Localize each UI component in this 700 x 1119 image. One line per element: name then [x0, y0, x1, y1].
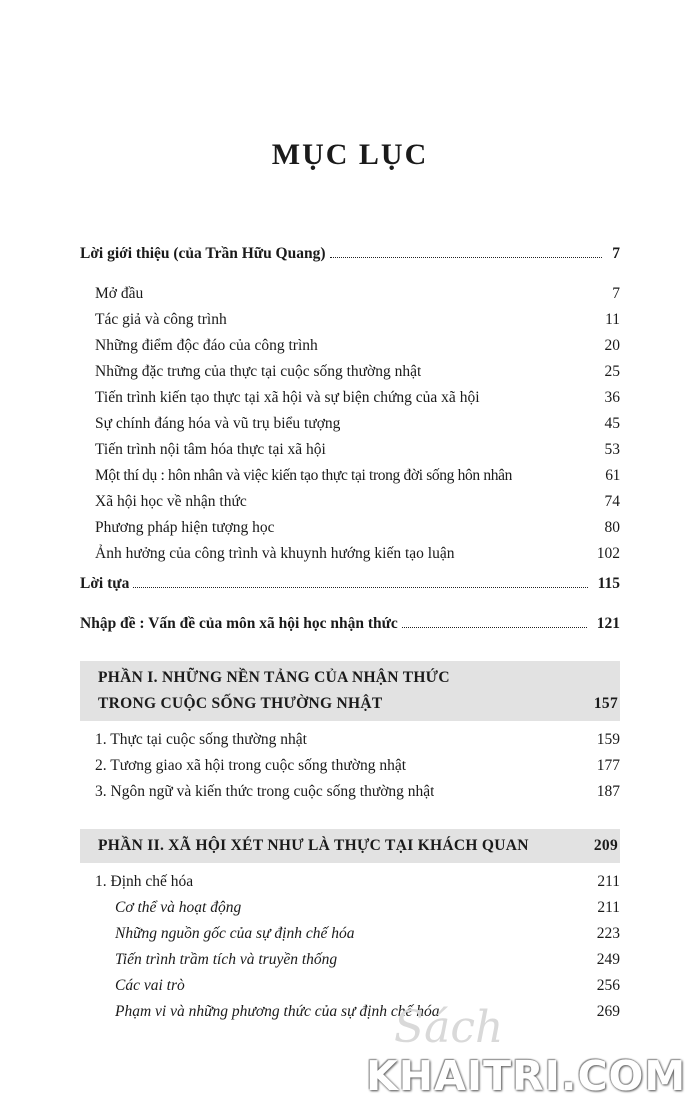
part-2-page: 209 [593, 837, 618, 854]
table-of-contents [80, 241, 620, 1025]
part-1-page: 157 [593, 695, 618, 712]
toc-entry-label: Tiến trình nội tâm hóa thực tại xã hội [95, 441, 326, 458]
toc-entry-page: 269 [596, 1003, 620, 1020]
toc-entry-page: 36 [604, 389, 620, 406]
toc-entry-label: 2. Tương giao xã hội trong cuộc sống thường nhật [95, 757, 407, 774]
toc-entry [80, 359, 620, 385]
part-1-heading [80, 661, 620, 721]
toc-entry-label: Cơ thể và hoạt động [115, 899, 242, 916]
toc-entry-page: 7 [612, 285, 620, 302]
toc-entry-page: 11 [605, 311, 620, 328]
toc-entry-page: 256 [596, 977, 620, 994]
toc-entry [80, 463, 620, 489]
page-title: MỤC LỤC [271, 138, 429, 171]
toc-entry-page: 211 [597, 899, 620, 916]
toc-entry-label: Phương pháp hiện tượng học [95, 519, 275, 536]
toc-entry [80, 437, 620, 463]
toc-entry-page: 177 [596, 757, 620, 774]
toc-entry-label: Lời giới thiệu (của Trần Hữu Quang) [80, 245, 326, 262]
toc-entry-label: Những nguồn gốc của sự định chế hóa [115, 925, 355, 942]
toc-entry [80, 281, 620, 307]
toc-subentry [80, 947, 620, 973]
toc-entry-page: 121 [596, 615, 620, 632]
toc-entry-page: 249 [596, 951, 620, 968]
toc-entry [80, 307, 620, 333]
toc-entry-label: 3. Ngôn ngữ và kiến thức trong cuộc sống thường nhật [95, 783, 435, 800]
toc-entry-page: 25 [604, 363, 620, 380]
toc-entry-label: Sự chính đáng hóa và vũ trụ biểu tượng [95, 415, 341, 432]
watermark-text: KHAITRI.COM [366, 1052, 687, 1100]
toc-entry-label: Các vai trò [115, 977, 185, 994]
part-1-title-line-1: PHẦN I. NHỮNG NỀN TẢNG CỦA NHẬN THỨC [98, 669, 450, 686]
toc-entry-label: 1. Định chế hóa [95, 873, 194, 890]
toc-entry [80, 869, 620, 895]
toc-entry-page: 74 [604, 493, 620, 510]
toc-subentry [80, 921, 620, 947]
toc-entry [80, 411, 620, 437]
toc-entry-label: Những đặc trưng của thực tại cuộc sống thường nhật [95, 363, 422, 380]
toc-entry [80, 333, 620, 359]
toc-entry [80, 779, 620, 805]
toc-entry-label: Tiến trình kiến tạo thực tại xã hội và sự biện chứng của xã hội [95, 389, 480, 406]
toc-entry-page: 187 [596, 783, 620, 800]
toc-entry-label: Những điểm độc đáo của công trình [95, 337, 318, 354]
watermark-script: Sách [394, 1002, 504, 1053]
toc-entry-page: 102 [596, 545, 620, 562]
toc-entry-page: 159 [596, 731, 620, 748]
toc-entry-label: Ảnh hưởng của công trình và khuynh hướng kiến tạo luận [95, 545, 455, 562]
toc-entry-label: Tác giả và công trình [95, 311, 227, 328]
toc-entry-page: 223 [596, 925, 620, 942]
part-2-title: PHẦN II. XÃ HỘI XÉT NHƯ LÀ THỰC TẠI KHÁCH QUAN [98, 837, 529, 854]
toc-subentry [80, 973, 620, 999]
toc-entry [80, 515, 620, 541]
toc-subentry [80, 895, 620, 921]
toc-entry-label: Phạm vi và những phương thức của sự định chế hóa [115, 1003, 440, 1020]
toc-entry [80, 385, 620, 411]
toc-entry-page: 45 [604, 415, 620, 432]
toc-entry-label: Lời tựa [80, 575, 130, 592]
toc-entry-label: Tiến trình trầm tích và truyền thống [115, 951, 338, 968]
toc-entry-page: 61 [605, 467, 620, 484]
toc-entry [80, 541, 620, 567]
toc-entry-introduction [80, 611, 620, 637]
toc-entry [80, 727, 620, 753]
toc-entry-label: Xã hội học về nhận thức [95, 493, 247, 510]
toc-entry-preface [80, 571, 620, 597]
toc-subentry [80, 999, 620, 1025]
toc-entry [80, 753, 620, 779]
toc-entry-label: Một thí dụ : hôn nhân và việc kiến tạo thực tại trong đời sống hôn nhân [95, 467, 513, 484]
toc-entry-label: 1. Thực tại cuộc sống thường nhật [95, 731, 307, 748]
toc-entry-label: Mở đầu [95, 285, 144, 302]
toc-entry-page: 20 [604, 337, 620, 354]
toc-entry-page: 115 [597, 575, 620, 592]
part-2-heading [80, 829, 620, 863]
part-1-title-line-2: TRONG CUỘC SỐNG THƯỜNG NHẬT [98, 695, 383, 712]
toc-entry-page: 211 [597, 873, 620, 890]
toc-entry-label: Nhập đề : Vấn đề của môn xã hội học nhận thức [80, 615, 398, 632]
toc-entry [80, 489, 620, 515]
toc-entry-page: 53 [604, 441, 620, 458]
toc-entry-page: 7 [612, 245, 620, 262]
toc-entry-page: 80 [604, 519, 620, 536]
toc-entry-intro [80, 241, 620, 267]
